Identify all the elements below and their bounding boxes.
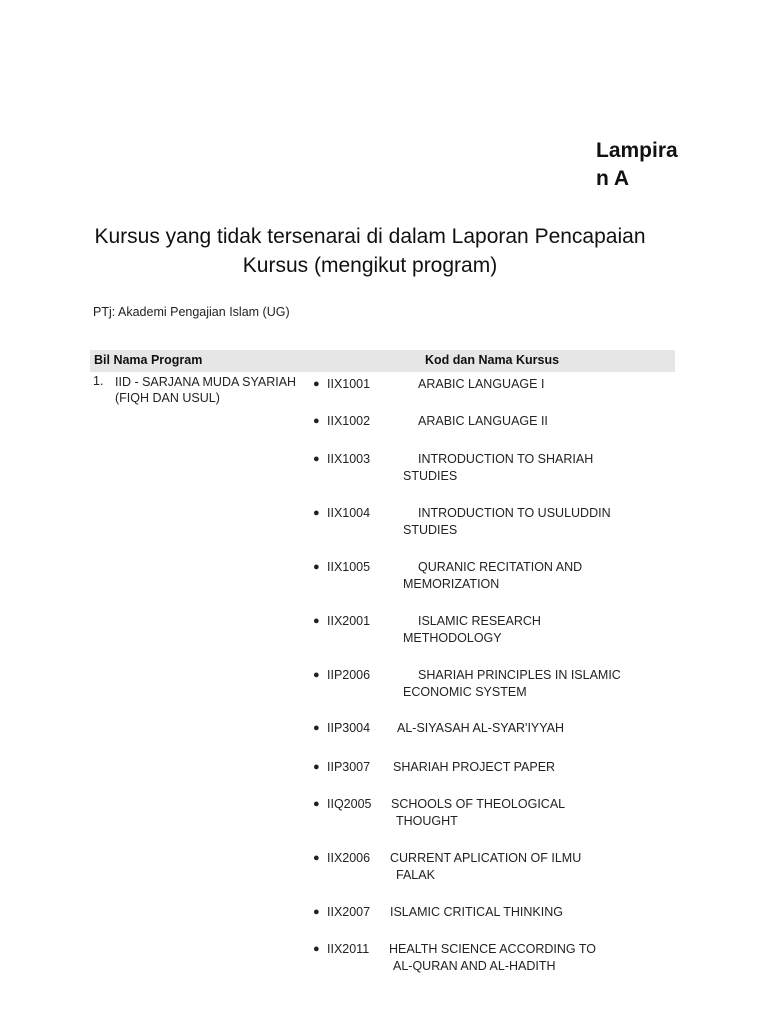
course-name: SHARIAH PROJECT PAPER [393, 760, 556, 774]
ptj-label: PTj: Akademi Pengajian Islam (UG) [93, 305, 290, 319]
course-name-cont: ECONOMIC SYSTEM [403, 685, 527, 699]
course-code: IIX2007 [327, 905, 371, 919]
page-title [40, 222, 700, 280]
bullet-icon: ● [313, 561, 320, 573]
bullet-icon: ● [313, 722, 320, 734]
course-name: QURANIC RECITATION AND [418, 560, 583, 574]
course-code: IIX1001 [327, 377, 371, 391]
bullet-icon: ● [313, 415, 320, 427]
course-name: AL-SIYASAH AL-SYAR'IYYAH [397, 721, 565, 735]
column-header-program: Bil Nama Program [94, 353, 203, 367]
course-name: SHARIAH PRINCIPLES IN ISLAMIC [418, 668, 621, 682]
course-code: IIX2001 [327, 614, 371, 628]
title-line-1: Kursus yang tidak tersenarai di dalam Laporan Pencapaian [94, 225, 646, 248]
course-code: IIX2011 [327, 942, 370, 956]
course-code: IIQ2005 [327, 797, 372, 811]
course-name-cont: FALAK [396, 868, 435, 882]
bullet-icon: ● [313, 852, 320, 864]
course-name-cont: STUDIES [403, 469, 458, 483]
course-name: CURRENT APLICATION OF ILMU [390, 851, 582, 865]
course-name: INTRODUCTION TO USULUDDIN [418, 506, 611, 520]
table-header [90, 350, 675, 372]
bullet-icon: ● [313, 906, 320, 918]
course-name: ISLAMIC CRITICAL THINKING [390, 905, 563, 919]
program-name: IID - SARJANA MUDA SYARIAH (FIQH DAN USUL) [115, 375, 297, 405]
bullet-icon: ● [313, 943, 320, 955]
course-name-cont: METHODOLOGY [403, 631, 502, 645]
course-code: IIX1002 [327, 414, 371, 428]
title-line-2: Kursus (mengikut program) [242, 254, 498, 277]
bullet-icon: ● [313, 453, 320, 465]
course-code: IIP2006 [327, 668, 371, 682]
course-code: IIX1003 [327, 452, 371, 466]
course-code: IIP3007 [327, 760, 371, 774]
bullet-icon: ● [313, 378, 320, 390]
bullet-icon: ● [313, 615, 320, 627]
course-code: IIX1005 [327, 560, 371, 574]
bullet-icon: ● [313, 507, 320, 519]
appendix-label: Lampiran A [596, 139, 678, 190]
course-name: SCHOOLS OF THEOLOGICAL [391, 797, 566, 811]
course-name: INTRODUCTION TO SHARIAH [418, 452, 594, 466]
course-name: HEALTH SCIENCE ACCORDING TO [389, 942, 596, 956]
course-code: IIX2006 [327, 851, 371, 865]
course-name-cont: AL-QURAN AND AL-HADITH [393, 959, 556, 973]
column-header-kursus: Kod dan Nama Kursus [425, 353, 560, 367]
course-code: IIP3004 [327, 721, 371, 735]
course-name-cont: THOUGHT [396, 814, 458, 828]
course-name-cont: MEMORIZATION [403, 577, 500, 591]
course-code: IIX1004 [327, 506, 371, 520]
bullet-icon: ● [313, 798, 320, 810]
course-name: ARABIC LANGUAGE I [418, 377, 545, 391]
bullet-icon: ● [313, 669, 320, 681]
bullet-icon: ● [313, 761, 320, 773]
program-number: 1. [93, 374, 104, 388]
course-name: ISLAMIC RESEARCH [418, 614, 541, 628]
course-name: ARABIC LANGUAGE II [418, 414, 548, 428]
course-name-cont: STUDIES [403, 523, 458, 537]
